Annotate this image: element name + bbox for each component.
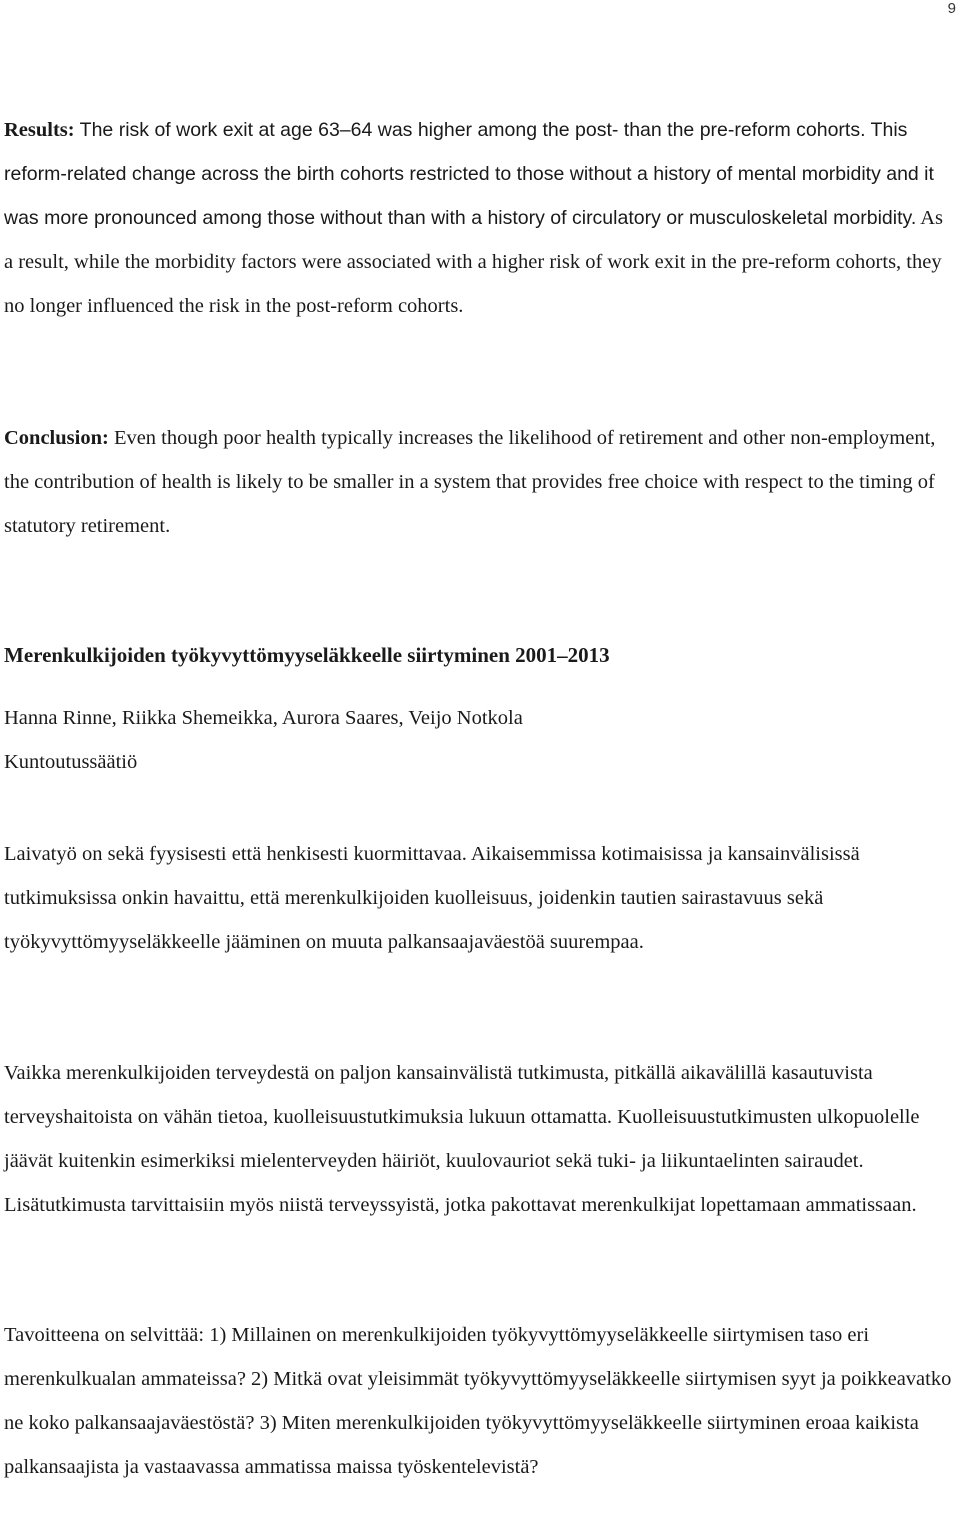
article-authors: Hanna Rinne, Riikka Shemeikka, Aurora Saares, Veijo Notkola [4,707,523,729]
article-paragraph-3 [4,1313,954,1489]
results-label: Results: [4,119,75,141]
page-number: 9 [947,0,956,17]
paragraph-3-text: Tavoitteena on selvittää: 1) Millainen on merenkulkijoiden työkyvyttömyyseläkkeelle siirtymisen taso eri merenkulkualan ammateissa? 2) Mitkä ovat yleisimmät työkyvyttömyyseläkkeelle siirtymisen syyt ja poikkeavatko ne koko palkansaajaväestöstä? 3) Miten merenkulkijoiden työkyvyttömyyseläkkeelle siirtyminen eroaa kaikista palkansaajista ja vastaavassa ammatissa maissa työskentelevistä? [4,1324,952,1478]
article-title: Merenkulkijoiden työkyvyttömyyseläkkeelle siirtyminen 2001–2013 [4,643,610,667]
paragraph-2-text: Vaikka merenkulkijoiden terveydestä on paljon kansainvälistä tutkimusta, pitkällä aikavälillä kasautuvista terveyshaitoista on vähän tietoa, kuolleisuustutkimuksia lukuun ottamatta. Kuolleisuustutkimusten ulkopuolelle jäävät kuitenkin esimerkiksi mielenterveyden häiriöt, kuulovauriot sekä tuki- ja liikuntaelinten sairaudet. Lisätutkimusta tarvittaisiin myös niistä terveyssyistä, jotka pakottavat merenkulkijat lopettamaan ammatissaan. [4,1062,920,1216]
results-paragraph [4,108,954,328]
conclusion-text [4,416,954,548]
conclusion-body: Even though poor health typically increases the likelihood of retirement and other non-employment, the contribution of health is likely to be smaller in a system that provides free choice with respect to the timing of statutory retirement. [4,427,936,537]
results-text-sans: The risk of work exit at age 63–64 was higher among the post- than the pre-reform cohorts. This reform-related change across the birth cohorts restricted to those without a history of mental morbidity and it was more pronounced among those without than with a history of circulatory or musculoskeletal morbidity. [4,119,934,229]
article-affiliation: Kuntoutussäätiö [4,751,138,773]
results-text [4,108,954,328]
paragraph-1-text: Laivatyö on sekä fyysisesti että henkisesti kuormittavaa. Aikaisemmissa kotimaisissa ja kansainvälisissä tutkimuksissa onkin havaittu, että merenkulkijoiden kuolleisuus, joidenkin tautien sairastavuus sekä työkyvyttömyyseläkkeelle jääminen on muuta palkansaajaväestöä suurempaa. [4,843,860,953]
article-paragraph-1 [4,832,954,964]
conclusion-label: Conclusion: [4,427,109,449]
article-paragraph-2 [4,1051,954,1227]
results-text-serif: As a result, while the morbidity factors were associated with a higher risk of work exit in the pre-reform cohorts, they no longer influenced the risk in the post-reform cohorts. [4,207,944,317]
conclusion-paragraph [4,416,954,548]
